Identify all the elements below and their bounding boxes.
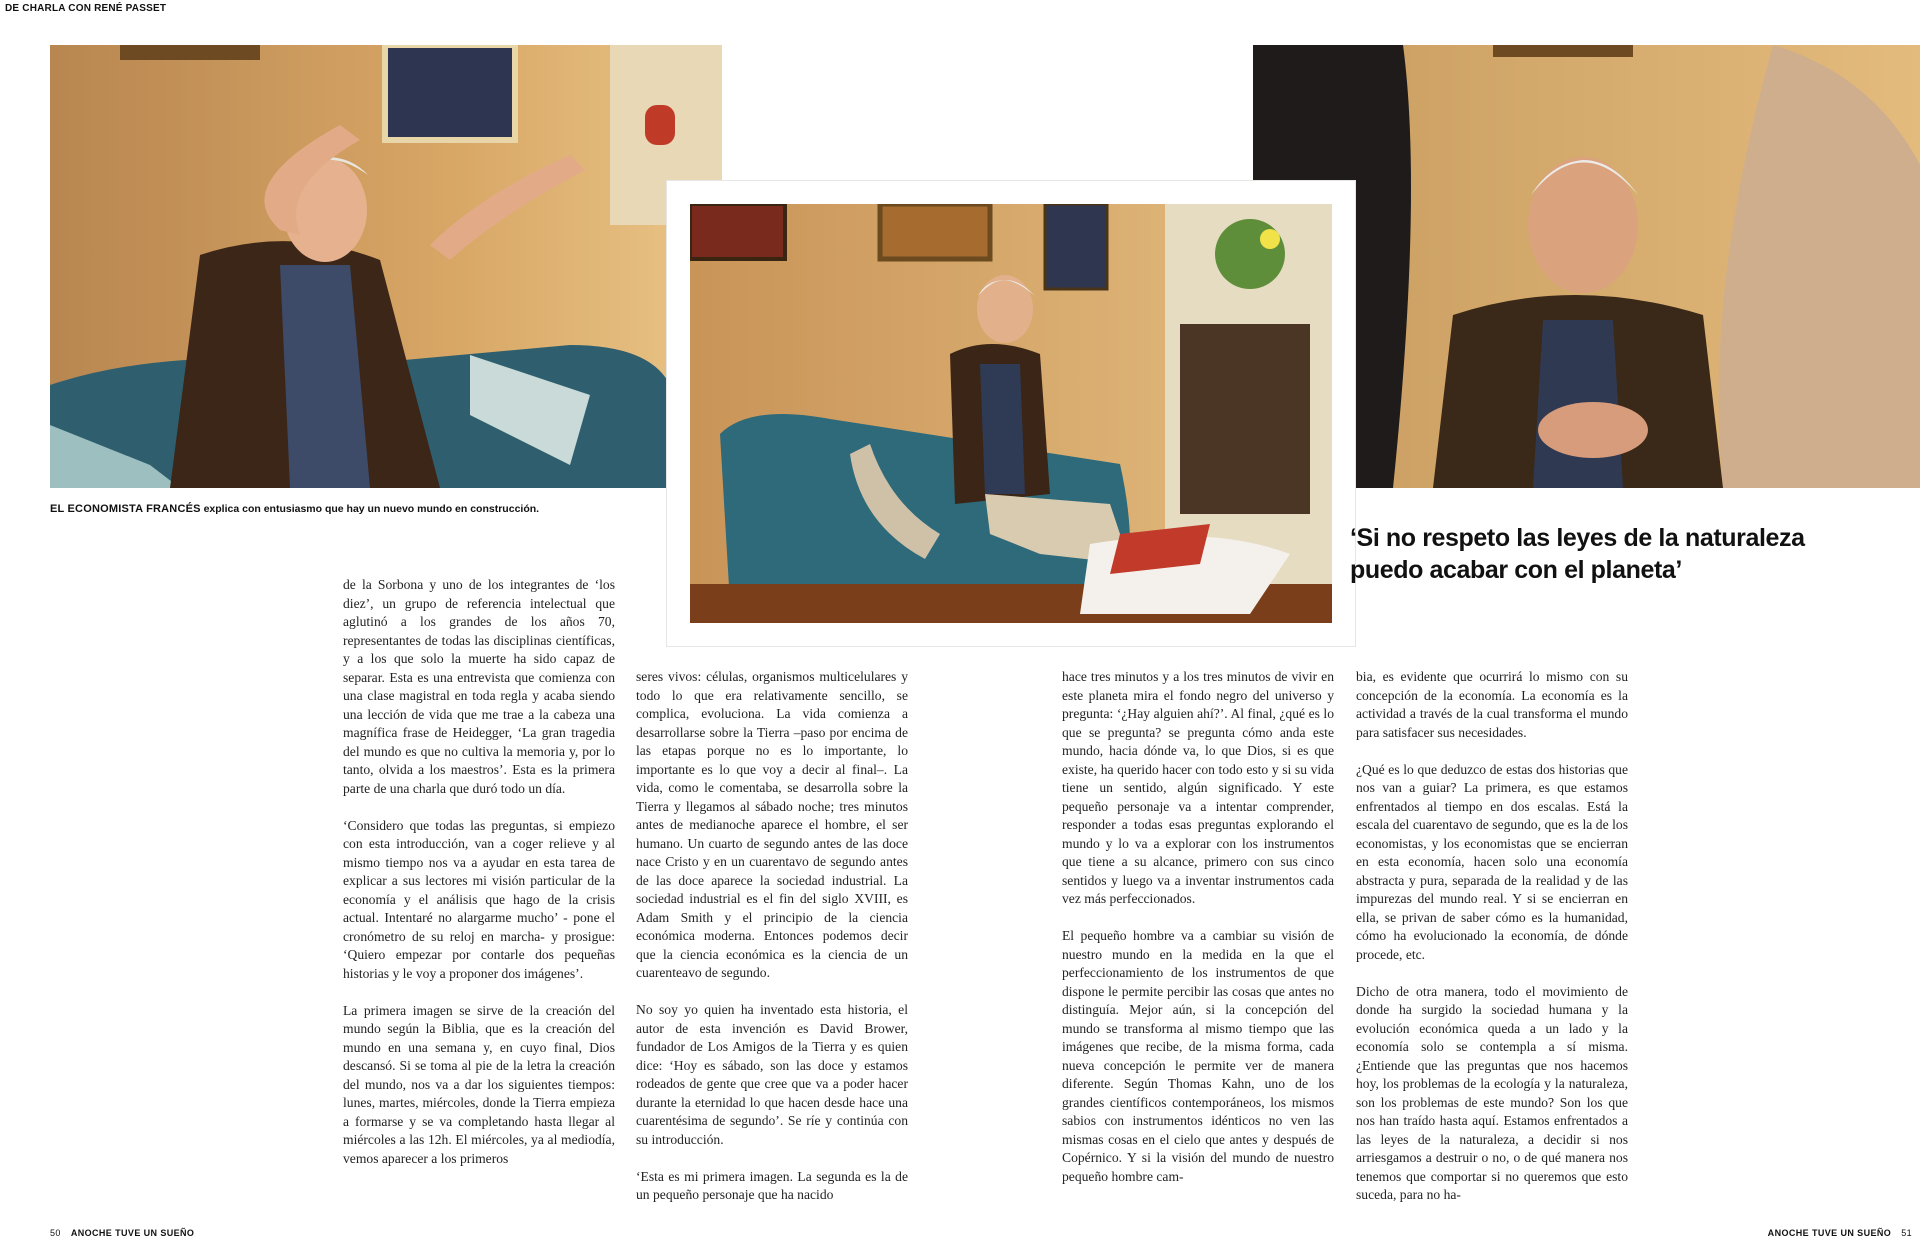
pull-quote [1350,522,1870,586]
page-number-left: 50 [50,1228,61,1238]
photo-economist-gesturing [50,45,722,488]
paragraph: bia, es evidente que ocurrirá lo mismo con su concepción de la economía. La economía es la actividad a través de la cual transforma el mundo para satisfacer sus necesidades. [1356,669,1628,740]
caption-text: explica con entusiasmo que hay un nuevo mundo en construcción. [200,503,540,515]
section-label: DE CHARLA CON RENÉ PASSET [5,3,167,14]
body-column-2 [636,668,908,1223]
paragraph: hace tres minutos y a los tres minutos de vivir en este planeta mira el fondo negro del universo y pregunta: ‘¿Hay alguien ahí?’. Al final, ¿qué es lo que se pregunta? se pregunta cómo anda este mundo, hacia dónde va, lo que Dios, si es que existe, ha querido hacer con todo esto y si su vida tiene un sentido, algún significado. Y este pequeño personaje va a intentar comprender, responder a todas esas preguntas explorando el mundo y lo va a explorar con los instrumentos que tiene a su alcance, primero con sus cinco sentidos y luego va a inventar instrumentos cada vez más perfeccionados. [1062,669,1334,906]
page-number-right: 51 [1901,1228,1912,1238]
paragraph: Dicho de otra manera, todo el movimiento de donde ha surgido la sociedad humana y la evolución económica queda a un lado y la economía solo se contempla a sí misma. ¿Entiende que las preguntas que nos hacemos hoy, los problemas de la ecología y la naturaleza, son los problemas de este mundo? Son los que nos han traído hasta aquí. Estamos enfrentados a las leyes de la naturaleza, a decidir si nos arriesgamos a destruir o no, o de qué manera nos tenemos que comportar si no queremos que esto suceda, para no ha- [1356,983,1628,1202]
pull-quote-line-1: ‘Si no respeto las leyes de la naturaleza [1350,524,1805,552]
photo-caption [50,503,650,515]
magazine-title-left: ANOCHE TUVE UN SUEÑO [70,1228,195,1238]
body-column-4 [1356,668,1628,1223]
magazine-title-right: ANOCHE TUVE UN SUEÑO [1767,1228,1892,1238]
photo-economist-gesturing-image [50,45,722,488]
paragraph: No soy yo quien ha inventado esta historia, el autor de esta invención es David Brower, fundador de Los Amigos de la Tierra y es quien dice: ‘Hoy es sábado, son las doce y estamos rodeados de gente que cree que va a poder hacer durante la eternidad lo que hacen desde hace una cuarentésima de segundo’. Se ríe y continúa con su introducción. [636,1002,908,1147]
paragraph: ‘Considero que todas las preguntas, si empiezo con esta introducción, van a coger relieve y al mismo tiempo nos va a ayudar en esta tarea de explicar a sus lectores mi visión particular de la economía y el análisis que hago de la crisis actual. Intentaré no alargarme mucho’ - pone el cronómetro de su reloj en marcha- y prosigue: ‘Quiero empezar por contarle dos pequeñas historias y le voy a proponer dos imágenes’. [343,817,615,981]
caption-lead: EL ECONOMISTA FRANCÉS [50,503,201,515]
paragraph: La primera imagen se sirve de la creación del mundo según la Biblia, que es la creación del mundo en una semana y, en cuyo final, Dios descansó. Si se toma al pie de la letra la creación del mundo, nos va a dar los siguientes tiempos: lunes, martes, miércoles, donde la Tierra empieza a formarse y se va completando hasta llegar al miércoles a las 12h. El miércoles, ya al mediodía, vemos aparecer a los primeros [343,1002,615,1166]
paragraph: seres vivos: células, organismos multicelulares y todo lo que era relativamente sencillo, se complica, evoluciona. La vida comienza a desarrollarse sobre la Tierra –paso por encima de las etapas porque no es lo importante, lo importante es lo que voy a decir al final–. La vida, como le comentaba, se desarrolla sobre la Tierra y llegamos al sábado noche; tres minutos antes de medianoche aparece el hombre, el ser humano. Un cuarto de segundo antes de las doce nace Cristo y en un cuarentavo de segundo antes de las doce aparece la sociedad industrial. La sociedad industrial es el fin del siglo XVIII, es Adam Smith y el principio de la ciencia económica moderna. Entonces podemos decir que la ciencia económica es la ciencia de un cuarenteavo de segundo. [636,669,908,980]
paragraph: El pequeño hombre va a cambiar su visión de nuestro mundo en la medida en la que el perfeccionamiento de los instrumentos de que dispone le permite percibir las cosas que antes no distinguía. Mejor aún, si la concepción del mundo se transforma al mismo tiempo que las imágenes que recibe, de la misma forma, cada nueva concepción le permite ver de manera diferente. Según Thomas Kahn, uno de los grandes científicos contemporáneos, los mismos sabios con instrumentos idénticos no ven las mismas cosas en el cielo que antes y después de Copérnico. Y si la visión del mundo de nuestro pequeño hombre cam- [1062,928,1334,1184]
paragraph: de la Sorbona y uno de los integrantes de ‘los diez’, un grupo de referencia intelectual que aglutinó a los grandes de los años 70, representantes de todas las disciplinas científicas, y a los que solo la muerte ha sido capaz de separar. Esta es una entrevista que comienza con una clase magistral en toda regla y acaba siendo una lección de vida que me trae a la cabeza una magnífica frase de Heidegger, ‘La gran tragedia del mundo es que no cultiva la memoria y, por lo tanto, olvida a los maestros’. Esta es la primera parte de una charla que duró todo un día. [343,577,615,796]
pull-quote-line-2: puedo acabar con el planeta’ [1350,556,1682,584]
body-column-1 [343,576,615,1187]
paragraph: ‘Esta es mi primera imagen. La segunda es la de un pequeño personaje que ha nacido [636,1168,908,1202]
body-column-3 [1062,668,1334,1205]
photo-economist-on-sofa-image [690,204,1332,623]
photo-economist-on-sofa [690,204,1332,623]
paragraph: ¿Qué es lo que deduzco de estas dos historias que nos van a guiar? La primera, es que estamos enfrentados al tiempo en dos escalas. Está la escala del cuarentavo de segundo, que es la de los economistas, y los economistas que se encierran en esta economía, hacen solo una economía abstracta y pura, separada de la realidad y de las impurezas del mundo real. Y si se encierran en ella, se privan de saber cómo es la humanidad, cómo ha evolucionado la economía, de dónde procede, etc. [1356,761,1628,962]
